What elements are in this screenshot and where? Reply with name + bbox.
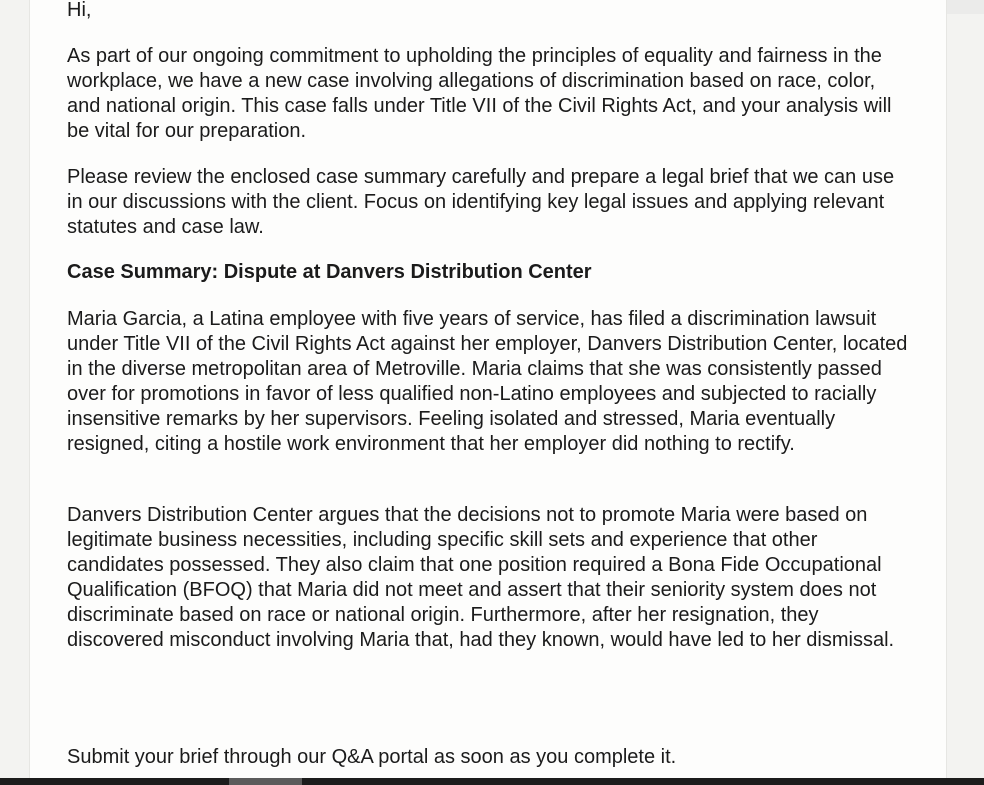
intro-paragraph: As part of our ongoing commitment to upholding the principles of equality and fairness in the workplace, we have a new case involving allegations of discrimination based on race, color, and national origin. This case falls under Title VII of the Civil Rights Act, and your analysis will be vital for our preparation. [67,45,892,142]
right-gutter [946,0,984,14]
greeting-text: Hi, [67,0,92,21]
horizontal-scrollbar-track[interactable] [0,778,984,785]
request-paragraph: Please review the enclosed case summary carefully and prepare a legal brief that we can use in our discussions with the client. Focus on identifying key legal issues and applying relevant statutes and case law. [67,166,895,238]
closing-instruction: Submit your brief through our Q&A portal as soon as you complete it. [67,746,677,768]
case-summary-heading: Case Summary: Dispute at Danvers Distribution Center [67,261,592,283]
horizontal-scrollbar-thumb[interactable] [229,778,302,785]
employer-argument-paragraph: Danvers Distribution Center argues that the decisions not to promote Maria were based on legitimate business necessities, including specific skill sets and experience that other candidates possessed. They also claim that one position required a Bona Fide Occupational Qualification (BFOQ) that Maria did not meet and assert that their seniority system does not discriminate based on race or national origin. Furthermore, after her resignation, they discovered misconduct involving Maria that, had they known, would have led to her dismissal. [67,504,895,651]
case-facts-paragraph: Maria Garcia, a Latina employee with five years of service, has filed a discrimination lawsuit under Title VII of the Civil Rights Act against her employer, Danvers Distribution Center, located in the diverse metropolitan area of Metroville. Maria claims that she was consistently passed over for promotions in favor of less qualified non-Latino employees and subjected to racially insensitive remarks by her supervisors. Feeling isolated and stressed, Maria eventually resigned, citing a hostile work environment that her employer did nothing to rectify. [67,308,908,455]
